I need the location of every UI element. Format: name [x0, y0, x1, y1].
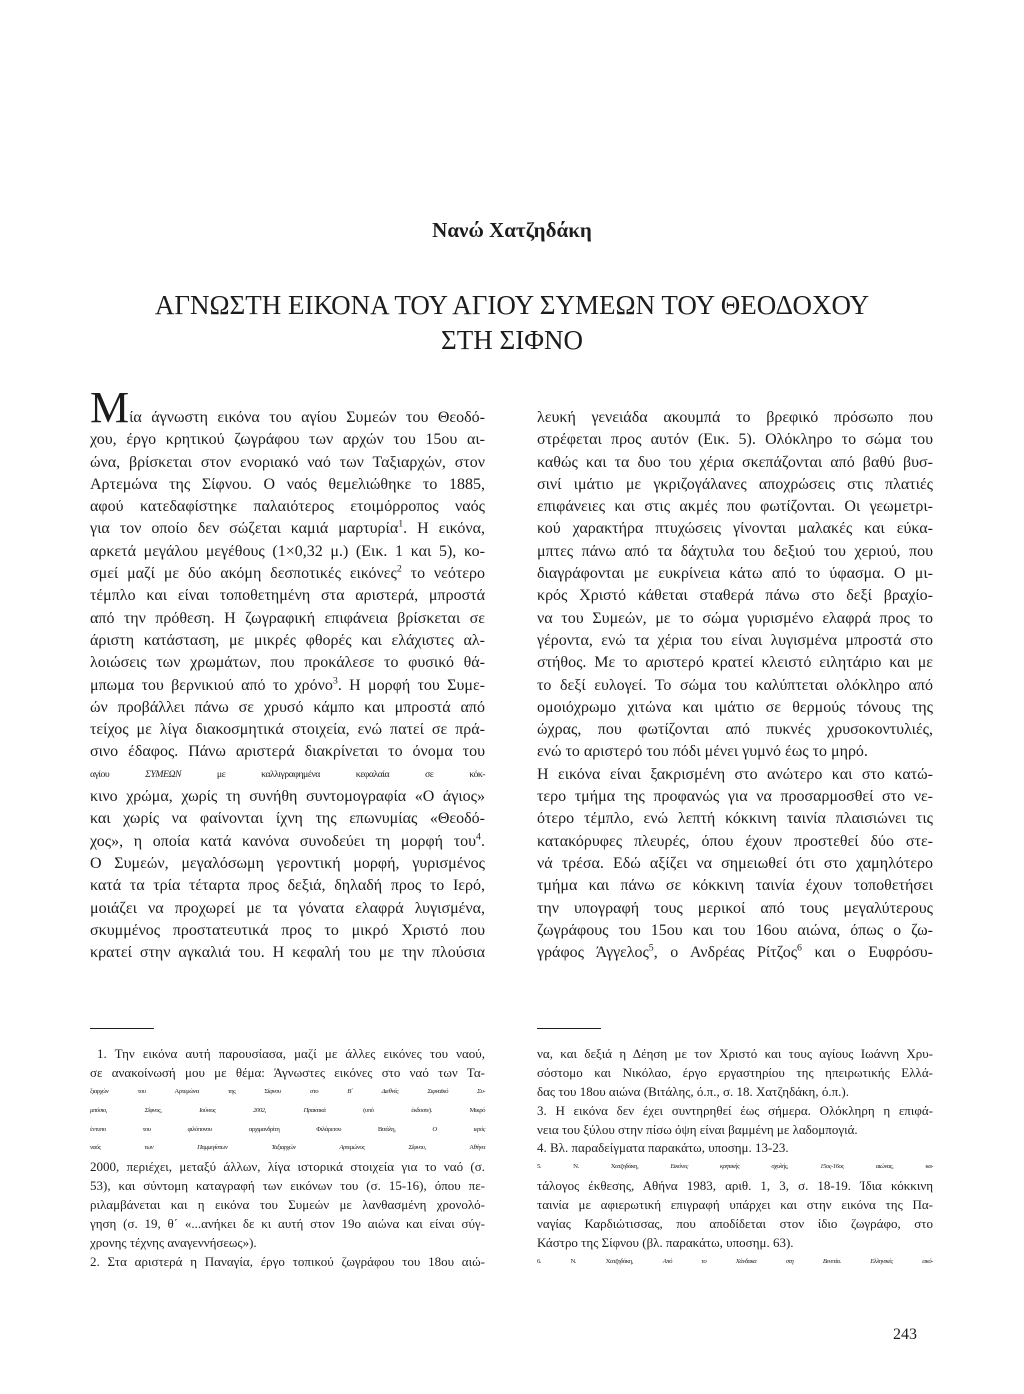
body-text-line [537, 764, 933, 786]
text-run: άριστη κατάσταση, με μικρές φθορές και ελάχιστες αλ- [90, 631, 485, 649]
text-run: και χωρίς να φαίνονται ίχνη της επωνυμίας «Θεοδό- [90, 810, 485, 828]
text-run: ώνα, βρίσκεται στον ενοριακό ναό των Ταξιαρχών, στον [90, 453, 485, 471]
body-text-line [537, 474, 933, 496]
text-run: 4. Βλ. παραδείγματα παρακάτω, υποσημ. 13-23. [537, 1140, 789, 1156]
footnote-line [537, 1045, 933, 1064]
text-run: ζωγράφους του 15ου και του 16ου αιώνα, όπως ο ζω- [537, 921, 933, 939]
italic-text: Ο ιερός [432, 1125, 485, 1133]
text-run: τμήμα και πάνω σε κόκκινη ταινία έχουν τοποθετήσει [537, 877, 933, 895]
body-text-line [90, 452, 485, 474]
body-text-line [537, 898, 933, 920]
text-run: νά τρέσα. Εδώ αξίζει να σημειωθεί ότι στο χαμηλότερο [537, 854, 933, 872]
footnote-line [90, 1045, 485, 1064]
body-text-line [90, 697, 485, 719]
footnote-line [90, 1083, 485, 1102]
text-run: μπτες πάνω από τα δάχτυλα του δεξιού του χεριού, που [537, 542, 933, 560]
text-run: 6. Ν. Χατζηδάκη, [537, 1257, 663, 1265]
body-text-line [90, 920, 485, 942]
footnote-ref: 1 [398, 519, 404, 531]
page-number: 243 [893, 1326, 917, 1343]
footnote-line [537, 1177, 933, 1196]
text-run: . Η μορφή του Συμε- [337, 676, 485, 694]
text-run: τείχος με λίγα διακοσμητικά στοιχεία, ενώ πατεί σε πρά- [90, 721, 485, 739]
footnote-line [537, 1139, 933, 1158]
text-run: κρός Χριστό κάθεται σταθερά πάνω στο δεξί βραχίο- [537, 587, 933, 605]
text-run: τερο τμήμα της προφανώς για να προσαρμοσθεί στο νε- [537, 788, 933, 806]
body-text-line [90, 675, 485, 697]
text-run: δας του 18ου αιώνα (Βιτάλης, ό.π., σ. 18. Χατζηδάκη, ό.π.). [537, 1083, 849, 1099]
text-run: γέροντα, ενώ τα χέρια του είναι λυγισμένα μπροστά στο [537, 631, 933, 649]
body-text-line [90, 942, 485, 964]
text-run: αρκετά μεγάλου μεγέθους (1×0,32 μ.) (Εικ. 1 και 5), κο- [90, 542, 485, 560]
text-run: έντυπο του φιλόπονου αρχιμανδρίτη Φιλάρετου Βιτάλη, [90, 1125, 433, 1133]
body-text-line [90, 608, 485, 630]
footnote-line [90, 1102, 485, 1121]
body-text-line [90, 541, 485, 563]
text-run: διαγράφονται με ευκρίνεια κάτω από το ύφασμα. Ο μι- [537, 565, 933, 583]
body-text-line [537, 407, 933, 429]
body-text-line [90, 383, 485, 432]
body-text-line [90, 808, 485, 830]
text-run: επιφάνειες και στις ακμές που φωτίζονται. Οι γεωμετρι- [537, 498, 933, 516]
body-text-line [90, 853, 485, 875]
footnote-ref: 5 [648, 942, 654, 954]
footnote-line [537, 1234, 933, 1253]
body-text-line [537, 585, 933, 607]
footnote-line [537, 1102, 933, 1121]
footnote-rule [537, 1028, 601, 1029]
footnote-line [90, 1158, 485, 1177]
footnote-ref: 2 [396, 563, 402, 575]
body-text-line [90, 585, 485, 607]
body-text-line [537, 808, 933, 830]
text-run: αγίου [90, 768, 146, 780]
body-text-line [537, 920, 933, 942]
text-run: χου, έργο κρητικού ζωγράφου των αρχών του 15ου αι- [90, 431, 485, 449]
text-run: σινο έδαφος. Πάνω αριστερά διακρίνεται το όνομα του [90, 743, 485, 761]
body-text-line [537, 741, 933, 763]
footnote-ref: 4 [476, 831, 481, 843]
text-run: νεια του ξύλου στην πίσω όψη είναι βαμμένη με λαδομπογιά. [537, 1121, 858, 1137]
drop-cap: Μ [90, 383, 130, 432]
text-run: χος», η οποία κατά κανόνα συνοδεύει τη μορφή του [90, 832, 477, 850]
body-text-line [537, 630, 933, 652]
text-run: λοιώσεις των χρωμάτων, που προκάλεσε το φυσικό θά- [90, 654, 485, 672]
body-text-line [90, 764, 485, 786]
text-run: καθώς και τα δυο του χέρια σκεπάζονται από βαθύ βυσ- [537, 453, 933, 471]
body-text-line [90, 474, 485, 496]
text-run: (υπό έκδοσιν). Μικρό [325, 1106, 485, 1114]
text-run: αφού κατεδαφίστηκε παλαιότερος ετοιμόρροπος ναός [90, 498, 485, 516]
body-text-line [537, 697, 933, 719]
footnote-line [537, 1121, 933, 1140]
footnote-ref: 6 [797, 942, 802, 954]
footnote-line [90, 1064, 485, 1083]
text-run: σμεί μαζί με δύο ακόμη δεσποτικές εικόνες [90, 565, 397, 583]
text-run: γράφος Άγγελος [537, 944, 649, 962]
text-run: την υπογραφή τους μερικοί από τους μεγαλύτερους [537, 899, 933, 917]
footnote-line [537, 1215, 933, 1234]
text-run: , Αθήνα [424, 1144, 485, 1152]
text-run: κατά τα τρία τέταρτα προς δεξιά, δηλαδή προς το Ιερό, [90, 877, 485, 895]
text-run: ώχρας, που φωτίζονται από πυκνές χρυσοκοντυλιές, [537, 721, 933, 739]
text-run: στήθος. Με το αριστερό κρατεί κλειστό ειλητάριο και με [537, 654, 933, 672]
body-text-line [90, 563, 485, 585]
text-run: και ο Ευφρόσυ- [801, 944, 933, 962]
body-text-line [537, 608, 933, 630]
text-run: σόστομο και Νικόλαο, έργο εργαστηρίου της ηπειρωτικής Ελλά- [537, 1064, 933, 1080]
text-run: σινί ιμάτιο με γκριζογάλανες αποχρώσεις στις πλατιές [537, 475, 933, 493]
italic-text: Από το Χάνδακα στη Βενετία. Ελληνικές εικό- [662, 1257, 933, 1265]
footnote-line [90, 1234, 485, 1253]
body-text-line [90, 831, 485, 853]
body-text-line [90, 496, 485, 518]
text-run: να, και δεξιά η Δέηση με τον Χριστό και τους αγίους Ιωάννη Χρυ- [537, 1046, 933, 1061]
body-text-line [537, 719, 933, 741]
text-run: Αρτεμώνα της Σίφνου. Ο ναός θεμελιώθηκε το 1885, [90, 475, 485, 493]
italic-text: ναός των Παμμεγίστων Ταξιαρχών Αρτεμώνος Σίφνου [90, 1144, 425, 1152]
italic-text: Β΄ Διεθνές Σιφναϊκό Συ- [347, 1087, 485, 1095]
author-name: Νανώ Χατζηδάκη [432, 218, 592, 242]
text-run: να του Συμεών, με το σώμα γυρισμένο ελαφρά προς το [537, 609, 933, 627]
body-text-line [537, 853, 933, 875]
body-text-line [537, 452, 933, 474]
text-run: ναγίας Καρδιώτισσας, που αποδίδεται στον ίδιο ζωγράφο, στο [537, 1216, 933, 1232]
footnote-line [537, 1253, 933, 1272]
text-run: ότερο τέμπλο, ενώ λεπτή κόκκινη ταινία πλαισιώνει τις [537, 810, 933, 828]
footnote-rule [90, 1028, 154, 1029]
text-run: . Η εικόνα, [403, 520, 485, 538]
body-text-line [537, 563, 933, 585]
body-text-line [90, 652, 485, 674]
footnote-line [537, 1158, 933, 1177]
text-run: Η εικόνα είναι ξακρισμένη στο ανώτερο και στο κατώ- [537, 765, 933, 783]
body-text-line [537, 831, 933, 853]
text-run: μπωμα του βερνικιού από το χρόνο [90, 676, 333, 694]
body-text-line [90, 898, 485, 920]
text-run: , κα- [892, 1163, 933, 1171]
text-run: σκυμμένος προστατευτικά προς το μικρό Χριστό που [90, 921, 485, 939]
text-run: 3. Η εικόνα δεν έχει συντηρηθεί έως σήμερα. Ολόκληρη η επιφά- [537, 1102, 933, 1118]
footnote-line [90, 1139, 485, 1158]
text-run: κινο χρώμα, χωρίς τη συνήθη συντομογραφία «Ο άγιος» [90, 788, 485, 806]
body-text-line [90, 786, 485, 808]
text-run: . [481, 832, 485, 850]
text-run: 2. Στα αριστερά η Παναγία, έργο τοπικού ζωγράφου του 18ου αιώ- [90, 1253, 485, 1269]
body-text-line [537, 429, 933, 451]
body-text-line [90, 630, 485, 652]
body-text-line [90, 875, 485, 897]
italic-text: μπόσιο, Σίφνος, Ιούνιος 2002, Πρακτικά [90, 1106, 326, 1114]
body-text-line [537, 786, 933, 808]
text-run: Ο Συμεών, μεγαλόσωμη γεροντική μορφή, γυρισμένος [90, 854, 485, 872]
text-run: 53), και σύντομη καταγραφή των εικόνων του (σ. 15-16), όπου πε- [90, 1178, 485, 1194]
body-text-line [90, 741, 485, 763]
body-text-line [537, 541, 933, 563]
footnote-line [90, 1177, 485, 1196]
body-text-line [537, 942, 933, 964]
footnote-line [537, 1083, 933, 1102]
footnote-line [90, 1121, 485, 1140]
body-text-line [537, 875, 933, 897]
article-title [0, 288, 1024, 358]
body-text-line [90, 429, 485, 451]
text-run: , ο Ανδρέας Ρίτζος [653, 944, 798, 962]
text-run: ξιαρχών του Αρτεμώνα της Σίφνου στο [90, 1087, 348, 1095]
text-run: 5. Ν. Χατζηδάκη, [537, 1163, 671, 1171]
text-run: ριλαμβάνεται και η εικόνα του Συμεών με λανθασμένη χρονολό- [90, 1197, 485, 1213]
text-run: ία άγνωστη εικόνα του αγίου Συμεών του Θεοδό- [129, 409, 485, 426]
text-run: λευκή γενειάδα ακουμπά το βρεφικό πρόσωπο που [537, 409, 933, 426]
text-run: στρέφεται προς αυτόν (Εικ. 5). Ολόκληρο το σώμα του [537, 431, 933, 449]
text-run: ομοιόχρωμο χιτώνα και ιμάτιο σε θερμούς τόνους της [537, 698, 933, 716]
footnote-line [537, 1196, 933, 1215]
footnote-line [90, 1215, 485, 1234]
body-text-line [537, 675, 933, 697]
text-run: ταινία με αφιερωτική επιγραφή υπάρχει και στην εικόνα της Πα- [537, 1197, 933, 1213]
text-run: μοιάζει να προχωρεί με τα γόνατα ελαφρά λυγισμένα, [90, 899, 485, 917]
text-run: με καλλιγραφημένα κεφαλαία σε κόκ- [181, 768, 485, 780]
text-run: το δεξί ευλογεί. Το σώμα του καλύπτεται ολόκληρο από [537, 676, 933, 694]
italic-text: ΣΥΜΕΩΝ [145, 768, 182, 780]
body-column-left [90, 383, 486, 964]
text-run: τάλογος έκθεσης, Αθήνα 1983, αριθ. 1, 3, σ. 18-19. Ίδια κόκκινη [537, 1178, 933, 1194]
body-text-line [90, 719, 485, 741]
text-run: τέμπλο και είναι τοποθετημένη στα αριστερά, μπροστά [90, 587, 485, 605]
text-run: από την πρόθεση. Η ζωγραφική επιφάνεια βρίσκεται σε [90, 609, 485, 627]
text-run: σε ανακοίνωσή μου με θέμα: Άγνωστες εικόνες στο ναό των Τα- [90, 1064, 485, 1080]
text-run: Κάστρο της Σίφνου (βλ. παρακάτω, υποσημ. 63). [537, 1234, 794, 1250]
text-run: κού χαρακτήρα πτυχώσεις γίνονται μαλακές και εύκα- [537, 520, 933, 538]
body-text-line [537, 518, 933, 540]
italic-text: Εικόνες κρητικής σχολής, 15ος-16ος αιώνας [670, 1163, 893, 1171]
text-run: το νεότερο [401, 565, 486, 583]
footnote-ref: 3 [332, 675, 338, 687]
text-run: ών προβάλλει πάνω σε χρυσό κάμπο και μπροστά από [90, 698, 485, 716]
title-line: ΣΤΗ ΣΙΦΝΟ [441, 325, 583, 355]
text-run: κατακόρυφες πλευρές, όπου έχουν προστεθεί δύο στε- [537, 832, 933, 850]
footnotes-column-right [537, 1045, 933, 1272]
body-text-line [90, 518, 485, 540]
body-column-right [537, 407, 933, 964]
footnote-line [90, 1253, 485, 1272]
text-run: γηση (σ. 19, θ΄ «...ανήκει δε κι αυτή στον 19ο αιώνα και είναι σύγ- [90, 1216, 485, 1232]
body-text-line [537, 652, 933, 674]
text-run: 2000, περιέχει, μεταξύ άλλων, λίγα ιστορικά στοιχεία για το ναό (σ. [90, 1159, 485, 1175]
footnotes-column-left [90, 1045, 485, 1272]
text-run: ενώ το αριστερό του πόδι μένει γυμνό έως το μηρό. [537, 743, 868, 761]
body-text-line [537, 496, 933, 518]
footnote-line [90, 1196, 485, 1215]
text-run: για τον οποίο δεν σώζεται καμιά μαρτυρία [90, 520, 399, 538]
footnote-line [537, 1064, 933, 1083]
text-run: κρατεί στην αγκαλιά του. Η κεφαλή του με την πλούσια [90, 944, 485, 962]
title-line: ΑΓΝΩΣΤΗ ΕΙΚΟΝΑ ΤΟΥ ΑΓΙΟΥ ΣΥΜΕΩΝ ΤΟΥ ΘΕΟΔΟΧΟΥ [154, 290, 870, 320]
text-run: 1. Την εικόνα αυτή παρουσίασα, μαζί με άλλες εικόνες του ναού, [97, 1046, 485, 1061]
text-run: χρονης τέχνης αναγεννήσεως»). [90, 1234, 257, 1250]
